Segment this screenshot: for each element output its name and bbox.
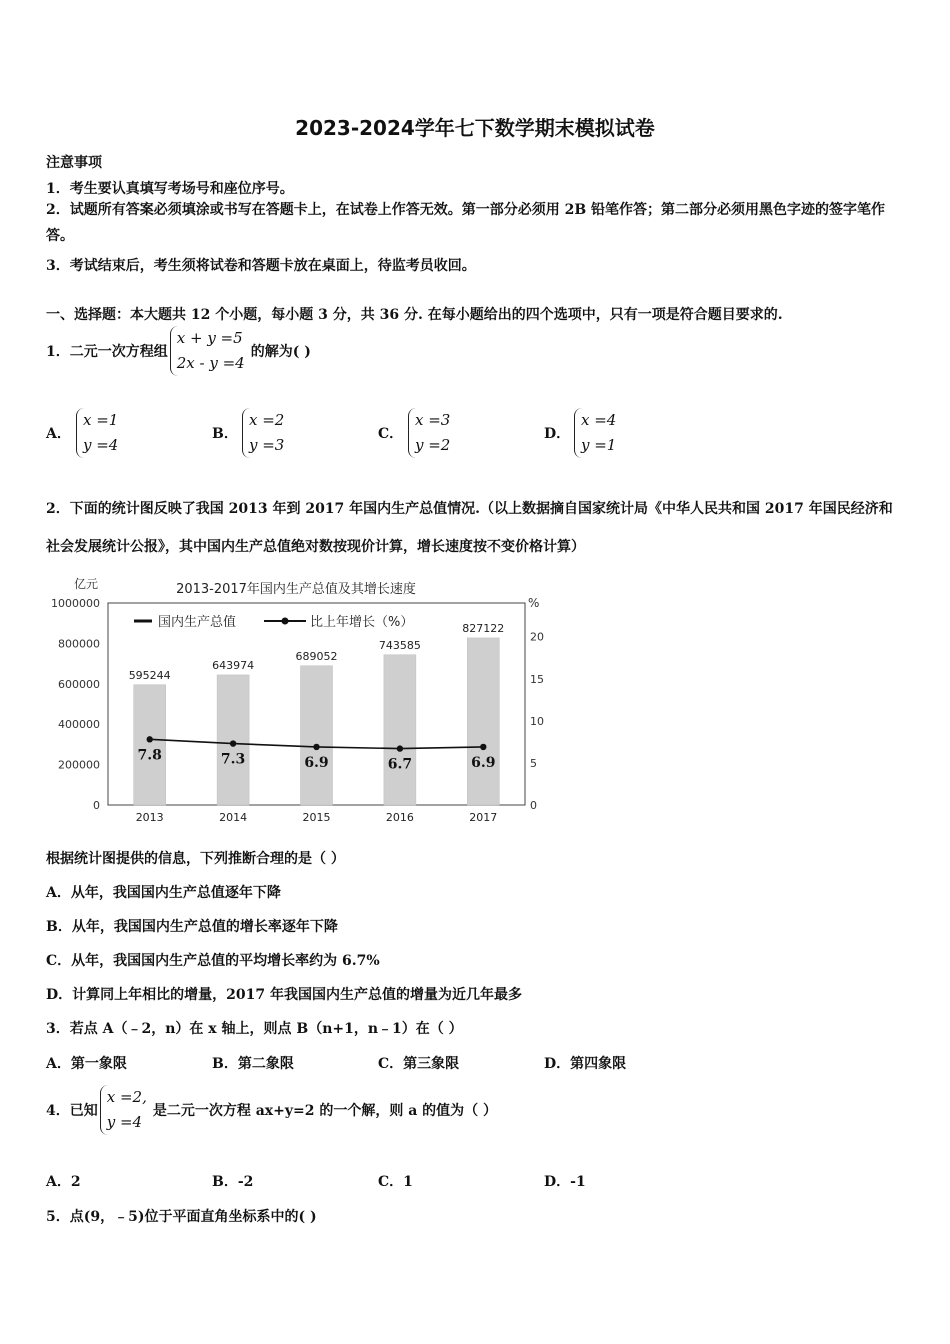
q1-option-d[interactable] — [544, 408, 622, 458]
q1-suffix: 的解为( ) — [250, 344, 311, 360]
right-tick-label: 20 — [530, 630, 544, 644]
x-tick-label: 2017 — [469, 811, 498, 824]
right-tick-label: 0 — [530, 799, 537, 812]
notice-heading: 注意事项 — [46, 155, 102, 171]
growth-point-label: 7.3 — [220, 751, 246, 768]
growth-point — [397, 745, 403, 751]
option-system: x =4 y =1 — [574, 408, 620, 458]
gdp-bar — [134, 685, 166, 805]
right-tick-label: 15 — [530, 672, 544, 686]
q1-option-c[interactable] — [378, 408, 456, 458]
chart-right-unit: % — [528, 596, 540, 610]
q4-suffix: 是二元一次方程 ax+y=2 的一个解，则 a 的值为（ ） — [152, 1103, 498, 1119]
q4-solution-system — [100, 1085, 151, 1135]
gdp-bar-label: 689052 — [295, 649, 338, 663]
growth-point-label: 6.9 — [471, 754, 496, 771]
question-2-stem: 2．下面的统计图反映了我国 2013 年到 2017 年国内生产总值情况.（以上数据摘自国家统计局《中华人民共和国 2017 年国民经济和社会发展统计公报》，其中国内生产总值绝对数按现价计算，增长速度按不变价格计算） — [46, 501, 893, 555]
left-tick-label: 0 — [93, 799, 100, 812]
question-4 — [46, 1085, 497, 1135]
option-system: x =2 y =3 — [242, 408, 288, 458]
x-tick-label: 2016 — [385, 811, 414, 824]
gdp-bar-label: 643974 — [212, 658, 255, 672]
q4-option-d[interactable]: D．-1 — [544, 1174, 586, 1190]
growth-point-label: 6.9 — [304, 754, 329, 771]
notice-item-3: 3．考试结束后，考生须将试卷和答题卡放在桌面上，待监考员收回。 — [46, 258, 476, 274]
x-tick-label: 2014 — [219, 811, 248, 824]
left-tick-label: 800000 — [58, 637, 100, 651]
question-1 — [46, 326, 311, 376]
q4-option-c[interactable]: C．1 — [378, 1174, 413, 1190]
notice-item-1: 1．考生要认真填写考场号和座位序号。 — [46, 181, 294, 197]
left-tick-label: 200000 — [58, 758, 100, 772]
option-label: C． — [378, 426, 404, 442]
gdp-chart — [44, 573, 544, 831]
q2-option-c[interactable]: C．从年，我国国内生产总值的平均增长率约为 6.7% — [46, 953, 380, 969]
q2-option-b[interactable]: B．从年，我国国内生产总值的增长率逐年下降 — [46, 919, 338, 935]
q2-option-d[interactable]: D．计算同上年相比的增量，2017 年我国国内生产总值的增量为近几年最多 — [46, 987, 522, 1003]
q3-option-c[interactable]: C．第三象限 — [378, 1056, 460, 1072]
q3-option-b[interactable]: B．第二象限 — [212, 1056, 294, 1072]
option-system: x =1 y =4 — [76, 408, 122, 458]
q1-eq1: x + y =5 — [176, 329, 243, 347]
right-tick-label: 5 — [530, 756, 537, 770]
q4-eq2: y =4 — [106, 1113, 143, 1131]
q1-prefix: 1．二元一次方程组 — [46, 344, 168, 360]
growth-point — [230, 740, 236, 746]
right-tick-label: 10 — [530, 714, 544, 728]
option-label: A． — [46, 426, 71, 442]
q3-option-a[interactable]: A．第一象限 — [46, 1056, 127, 1072]
legend-line-label: 比上年增长（%） — [310, 615, 414, 630]
chart-left-unit: 亿元 — [74, 577, 99, 591]
q4-prefix: 4．已知 — [46, 1103, 98, 1119]
q1-option-b[interactable] — [212, 408, 290, 458]
q1-option-a[interactable] — [46, 408, 124, 458]
question-2-prompt: 根据统计图提供的信息，下列推断合理的是（ ） — [46, 851, 345, 867]
q3-option-d[interactable]: D．第四象限 — [544, 1056, 627, 1072]
q1-eq2: 2x - y =4 — [176, 354, 245, 372]
section-heading: 一、选择题：本大题共 12 个小题，每小题 3 分，共 36 分. 在每小题给出的四个选项中，只有一项是符合题目要求的. — [46, 307, 783, 323]
growth-point — [480, 744, 486, 750]
question-5: 5．点(9，﹣5)位于平面直角坐标系中的( ) — [46, 1209, 317, 1225]
q4-option-b[interactable]: B．-2 — [212, 1174, 254, 1190]
gdp-bar — [384, 655, 416, 805]
growth-point-label: 6.7 — [387, 756, 413, 773]
x-tick-label: 2015 — [302, 811, 331, 824]
option-label: B． — [212, 426, 238, 442]
gdp-bar — [467, 638, 499, 805]
left-tick-label: 400000 — [58, 718, 100, 732]
growth-point — [147, 736, 153, 742]
chart-title: 2013-2017年国内生产总值及其增长速度 — [176, 582, 416, 597]
page-title: 2023-2024学年七下数学期末模拟试卷 — [295, 116, 655, 140]
question-3: 3．若点 A（﹣2，n）在 x 轴上，则点 B（n+1，n﹣1）在（ ） — [46, 1021, 463, 1037]
q4-option-a[interactable]: A．2 — [46, 1174, 81, 1190]
gdp-bar — [301, 666, 333, 805]
growth-point-label: 7.8 — [137, 747, 162, 764]
left-tick-label: 600000 — [58, 677, 100, 691]
gdp-bar-label: 595244 — [128, 668, 171, 682]
option-label: D． — [544, 426, 571, 442]
option-system: x =3 y =2 — [408, 408, 454, 458]
q4-eq1: x =2, — [106, 1088, 147, 1106]
growth-point — [313, 744, 319, 750]
gdp-bar — [217, 675, 249, 805]
notice-item-2: 2．试题所有答案必须填涂或书写在答题卡上，在试卷上作答无效。第一部分必须用 2B 铅笔作答；第二部分必须用黑色字迹的签字笔作答。 — [46, 202, 886, 244]
gdp-bar-label: 743585 — [378, 638, 421, 652]
legend-bar-label: 国内生产总值 — [158, 615, 237, 630]
gdp-bar-label: 827122 — [462, 621, 505, 635]
q2-option-a[interactable]: A．从年，我国国内生产总值逐年下降 — [46, 885, 281, 901]
q1-equation-system — [170, 326, 249, 376]
legend-line-marker — [282, 618, 289, 625]
left-tick-label: 1000000 — [51, 597, 100, 610]
x-tick-label: 2013 — [135, 811, 164, 824]
